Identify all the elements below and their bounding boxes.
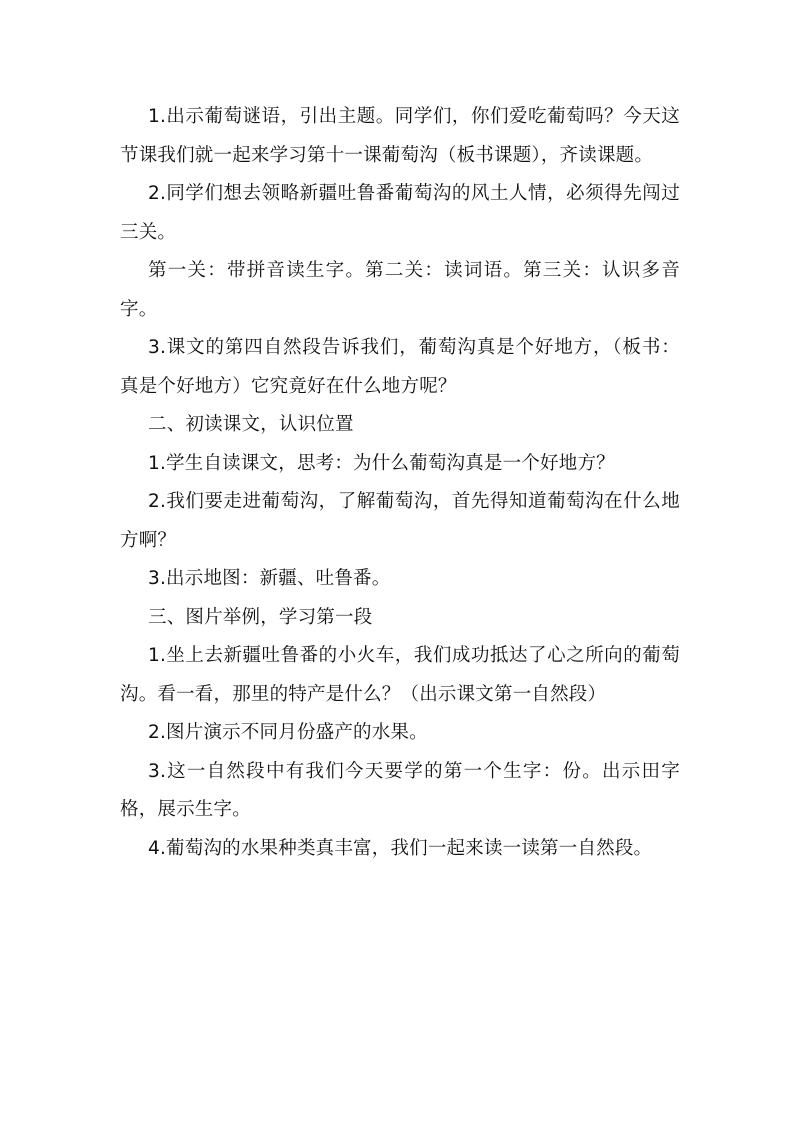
paragraph-level-list: 第一关：带拼音读生字。第二关：读词语。第三关：认识多音字。	[120, 260, 680, 320]
paragraph-self-reading: 1.学生自读课文，思考：为什么葡萄沟真是一个好地方？	[148, 452, 615, 474]
paragraph-train-trip: 1.坐上去新疆吐鲁番的小火车，我们成功抵达了心之所向的葡萄沟。看一看，那里的特产是什么？（出示课文第一自然段）	[120, 645, 680, 705]
paragraph-show-map: 3.出示地图：新疆、吐鲁番。	[148, 568, 391, 589]
document-body	[120, 98, 680, 868]
section-heading-3: 三、图片举例，学习第一段	[148, 606, 373, 628]
paragraph-new-character: 3.这一自然段中有我们今天要学的第一个生字：份。出示田字格，展示生字。	[120, 760, 680, 820]
paragraph-location-question: 2.我们要走进葡萄沟，了解葡萄沟，首先得知道葡萄沟在什么地方啊？	[120, 491, 680, 551]
paragraph-three-levels: 2.同学们想去领略新疆吐鲁番葡萄沟的风土人情，必须得先闯过三关。	[120, 183, 680, 243]
paragraph-fruit-images: 2.图片演示不同月份盛产的水果。	[148, 722, 428, 743]
paragraph-fourth-section: 3.课文的第四自然段告诉我们，葡萄沟真是个好地方，（板书：真是个好地方）它究竟好在什么地方呢？	[120, 337, 680, 397]
paragraph-intro-riddle: 1.出示葡萄谜语，引出主题。同学们，你们爱吃葡萄吗？今天这节课我们就一起来学习第十一课葡萄沟（板书课题），齐读课题。	[120, 106, 680, 166]
paragraph-read-together: 4.葡萄沟的水果种类真丰富，我们一起来读一读第一自然段。	[148, 837, 653, 859]
section-heading-2: 二、初读课文，认识位置	[148, 414, 354, 435]
